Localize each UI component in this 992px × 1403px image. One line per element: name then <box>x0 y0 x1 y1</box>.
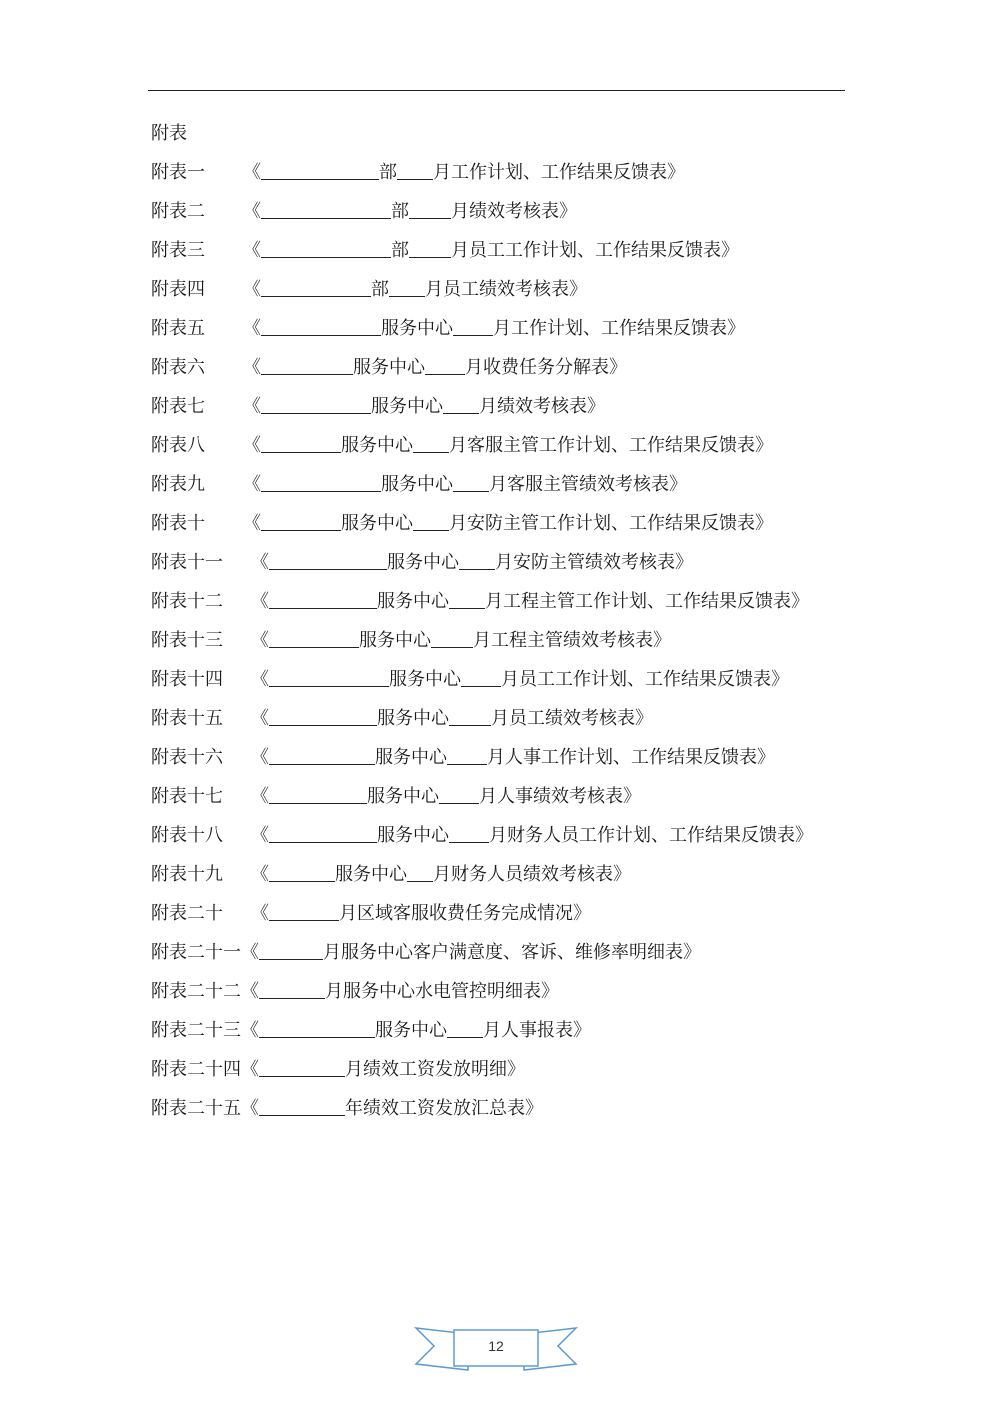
appendix-rows <box>151 153 871 1128</box>
appendix-heading: 附表 <box>151 123 187 144</box>
appendix-title-text: 《 <box>241 1059 259 1080</box>
appendix-title-text: 月员工工作计划、工作结果反馈表》 <box>501 669 789 690</box>
fill-in-blank <box>431 647 473 648</box>
appendix-title-text: 月人事报表》 <box>483 1020 591 1041</box>
appendix-number: 附表一 <box>151 162 205 183</box>
fill-in-blank <box>259 1115 345 1116</box>
appendix-title-text: 《 <box>243 513 261 534</box>
fill-in-blank <box>261 296 371 297</box>
appendix-row <box>151 660 871 699</box>
appendix-title-text: 服务中心 <box>341 435 413 456</box>
appendix-title-text: 月服务中心水电管控明细表》 <box>325 981 559 1002</box>
appendix-number: 附表十 <box>151 513 205 534</box>
appendix-number: 附表十三 <box>151 630 223 651</box>
appendix-number: 附表二十四 <box>151 1059 241 1080</box>
appendix-title-text: 月收费任务分解表》 <box>465 357 627 378</box>
appendix-title-text: 月工作计划、工作结果反馈表》 <box>433 162 685 183</box>
appendix-title-text: 月服务中心客户满意度、客诉、维修率明细表》 <box>323 942 701 963</box>
appendix-title-text: 月员工绩效考核表》 <box>425 279 587 300</box>
appendix-title-text: 《 <box>243 435 261 456</box>
appendix-title-text: 《 <box>243 474 261 495</box>
fill-in-blank <box>449 842 489 843</box>
appendix-title-text: 《 <box>243 162 261 183</box>
fill-in-blank <box>269 764 375 765</box>
fill-in-blank <box>269 725 377 726</box>
appendix-title-text: 月人事绩效考核表》 <box>479 786 641 807</box>
appendix-row <box>151 348 871 387</box>
appendix-row <box>151 1011 871 1050</box>
fill-in-blank <box>447 764 487 765</box>
fill-in-blank <box>407 881 433 882</box>
appendix-number: 附表十二 <box>151 591 223 612</box>
fill-in-blank <box>261 335 381 336</box>
appendix-title-text: 部 <box>391 201 409 222</box>
fill-in-blank <box>261 218 391 219</box>
fill-in-blank <box>261 491 381 492</box>
fill-in-blank <box>261 374 353 375</box>
appendix-title-text: 月员工绩效考核表》 <box>491 708 653 729</box>
appendix-number: 附表九 <box>151 474 205 495</box>
appendix-title-text: 服务中心 <box>367 786 439 807</box>
fill-in-blank <box>261 530 341 531</box>
appendix-list <box>151 114 871 1128</box>
appendix-row <box>151 972 871 1011</box>
fill-in-blank <box>459 569 495 570</box>
appendix-title-text: 《 <box>251 708 269 729</box>
appendix-title-text: 月安防主管绩效考核表》 <box>495 552 693 573</box>
appendix-title-text: 月安防主管工作计划、工作结果反馈表》 <box>449 513 773 534</box>
fill-in-blank <box>397 179 433 180</box>
appendix-title-text: 《 <box>241 1020 259 1041</box>
appendix-row <box>151 153 871 192</box>
appendix-number: 附表十八 <box>151 825 223 846</box>
appendix-title-text: 《 <box>251 864 269 885</box>
appendix-number: 附表三 <box>151 240 205 261</box>
appendix-title-text: 年绩效工资发放汇总表》 <box>345 1098 543 1119</box>
appendix-title-text: 服务中心 <box>375 747 447 768</box>
fill-in-blank <box>269 881 335 882</box>
appendix-row <box>151 855 871 894</box>
appendix-number: 附表十一 <box>151 552 223 573</box>
appendix-row <box>151 270 871 309</box>
fill-in-blank <box>413 452 449 453</box>
fill-in-blank <box>269 803 367 804</box>
appendix-number: 附表二十三 <box>151 1020 241 1041</box>
appendix-title-text: 月工程主管绩效考核表》 <box>473 630 671 651</box>
appendix-row <box>151 465 871 504</box>
fill-in-blank <box>261 452 341 453</box>
appendix-title-text: 月区域客服收费任务完成情况》 <box>339 903 591 924</box>
appendix-title-text: 《 <box>251 825 269 846</box>
appendix-number: 附表十五 <box>151 708 223 729</box>
appendix-row <box>151 387 871 426</box>
appendix-title-text: 《 <box>251 591 269 612</box>
fill-in-blank <box>439 803 479 804</box>
appendix-row <box>151 816 871 855</box>
page-footer <box>408 1320 584 1376</box>
appendix-title-text: 《 <box>241 981 259 1002</box>
appendix-number: 附表七 <box>151 396 205 417</box>
fill-in-blank <box>259 1076 345 1077</box>
appendix-title-text: 《 <box>251 747 269 768</box>
fill-in-blank <box>259 959 323 960</box>
fill-in-blank <box>453 491 489 492</box>
appendix-title-text: 月财务人员绩效考核表》 <box>433 864 631 885</box>
appendix-title-text: 服务中心 <box>389 669 461 690</box>
appendix-row <box>151 894 871 933</box>
appendix-title-text: 月财务人员工作计划、工作结果反馈表》 <box>489 825 813 846</box>
appendix-number: 附表四 <box>151 279 205 300</box>
appendix-title-text: 服务中心 <box>375 1020 447 1041</box>
appendix-row <box>151 738 871 777</box>
appendix-number: 附表二十一 <box>151 942 241 963</box>
appendix-number: 附表十四 <box>151 669 223 690</box>
fill-in-blank <box>447 1037 483 1038</box>
fill-in-blank <box>269 647 359 648</box>
appendix-title-text: 《 <box>243 240 261 261</box>
appendix-number: 附表十九 <box>151 864 223 885</box>
fill-in-blank <box>449 725 491 726</box>
fill-in-blank <box>269 608 377 609</box>
appendix-title-text: 部 <box>379 162 397 183</box>
appendix-title-text: 《 <box>243 396 261 417</box>
appendix-title-text: 月工程主管工作计划、工作结果反馈表》 <box>485 591 809 612</box>
fill-in-blank <box>413 530 449 531</box>
appendix-number: 附表二十 <box>151 903 223 924</box>
appendix-title-text: 服务中心 <box>377 708 449 729</box>
appendix-number: 附表二十五 <box>151 1098 241 1119</box>
appendix-title-text: 《 <box>251 903 269 924</box>
appendix-title-text: 《 <box>243 318 261 339</box>
appendix-number: 附表五 <box>151 318 205 339</box>
appendix-number: 附表十六 <box>151 747 223 768</box>
appendix-row <box>151 426 871 465</box>
appendix-row <box>151 192 871 231</box>
fill-in-blank <box>453 335 493 336</box>
appendix-row <box>151 309 871 348</box>
appendix-title-text: 月人事工作计划、工作结果反馈表》 <box>487 747 775 768</box>
fill-in-blank <box>409 218 451 219</box>
fill-in-blank <box>425 374 465 375</box>
appendix-title-text: 月客服主管工作计划、工作结果反馈表》 <box>449 435 773 456</box>
appendix-title-text: 服务中心 <box>377 825 449 846</box>
appendix-title-text: 月绩效工资发放明细》 <box>345 1059 525 1080</box>
appendix-title-text: 《 <box>251 669 269 690</box>
appendix-row <box>151 777 871 816</box>
fill-in-blank <box>261 257 391 258</box>
fill-in-blank <box>269 842 377 843</box>
appendix-title-text: 服务中心 <box>387 552 459 573</box>
fill-in-blank <box>449 608 485 609</box>
fill-in-blank <box>259 998 325 999</box>
appendix-number: 附表二 <box>151 201 205 222</box>
appendix-title-text: 《 <box>243 201 261 222</box>
appendix-title-text: 月绩效考核表》 <box>479 396 605 417</box>
fill-in-blank <box>259 1037 375 1038</box>
appendix-row <box>151 543 871 582</box>
fill-in-blank <box>409 257 451 258</box>
appendix-title-text: 服务中心 <box>341 513 413 534</box>
appendix-title-text: 《 <box>243 357 261 378</box>
appendix-title-text: 服务中心 <box>359 630 431 651</box>
fill-in-blank <box>389 296 425 297</box>
appendix-title-text: 月员工工作计划、工作结果反馈表》 <box>451 240 739 261</box>
appendix-title-text: 月客服主管绩效考核表》 <box>489 474 687 495</box>
appendix-title-text: 服务中心 <box>381 318 453 339</box>
appendix-row <box>151 1089 871 1128</box>
appendix-title-text: 《 <box>251 786 269 807</box>
appendix-row <box>151 504 871 543</box>
appendix-title-text: 服务中心 <box>371 396 443 417</box>
fill-in-blank <box>269 569 387 570</box>
appendix-title-text: 《 <box>241 942 259 963</box>
appendix-row <box>151 621 871 660</box>
page-number: 12 <box>488 1338 504 1354</box>
fill-in-blank <box>261 179 379 180</box>
appendix-title-text: 部 <box>371 279 389 300</box>
appendix-title-text: 《 <box>251 630 269 651</box>
appendix-number: 附表十七 <box>151 786 223 807</box>
appendix-title-text: 服务中心 <box>335 864 407 885</box>
appendix-title-text: 服务中心 <box>377 591 449 612</box>
fill-in-blank <box>269 920 339 921</box>
header-rule <box>148 90 845 91</box>
appendix-row <box>151 582 871 621</box>
appendix-row <box>151 231 871 270</box>
appendix-row <box>151 699 871 738</box>
appendix-number: 附表六 <box>151 357 205 378</box>
fill-in-blank <box>461 686 501 687</box>
appendix-title-text: 《 <box>241 1098 259 1119</box>
fill-in-blank <box>443 413 479 414</box>
fill-in-blank <box>261 413 371 414</box>
appendix-title-text: 服务中心 <box>381 474 453 495</box>
appendix-number: 附表八 <box>151 435 205 456</box>
appendix-row <box>151 933 871 972</box>
appendix-title-text: 月绩效考核表》 <box>451 201 577 222</box>
appendix-title-text: 服务中心 <box>353 357 425 378</box>
appendix-title-text: 部 <box>391 240 409 261</box>
fill-in-blank <box>269 686 389 687</box>
appendix-title-text: 《 <box>243 279 261 300</box>
appendix-title-text: 《 <box>251 552 269 573</box>
appendix-number: 附表二十二 <box>151 981 241 1002</box>
appendix-row <box>151 1050 871 1089</box>
appendix-title-text: 月工作计划、工作结果反馈表》 <box>493 318 745 339</box>
